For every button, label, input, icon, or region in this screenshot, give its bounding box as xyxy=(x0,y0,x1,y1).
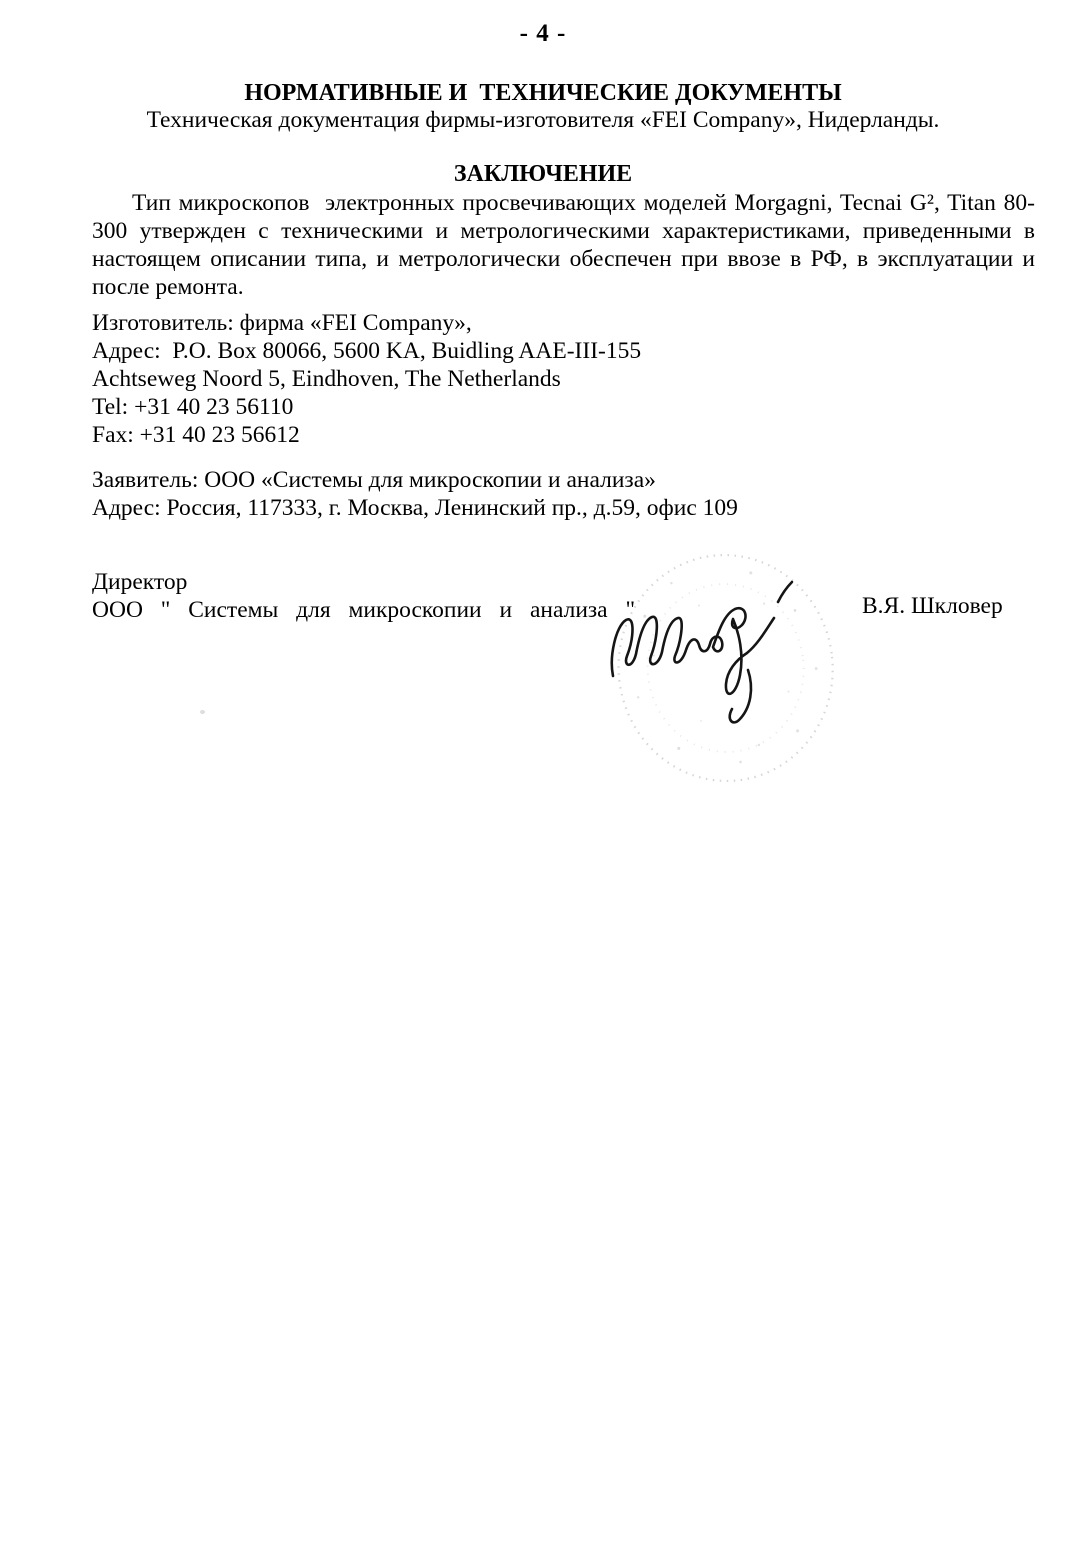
manufacturer-block xyxy=(92,309,1035,449)
page-number: - 4 - xyxy=(519,20,567,47)
manufacturer-address-line: Адрес: P.O. Box 80066, 5600 KA, Buidling AAE-III-155 xyxy=(92,338,642,364)
manufacturer-line: Изготовитель: фирма «FEI Company», xyxy=(92,310,472,336)
manufacturer-tel-line: Tel: +31 40 23 56110 xyxy=(92,394,294,420)
scan-speck-artifact xyxy=(200,710,205,714)
applicant-block xyxy=(92,466,1035,522)
conclusion-title: ЗАКЛЮЧЕНИЕ xyxy=(453,161,633,187)
director-company-line: ООО " Системы для микроскопии и анализа " xyxy=(92,597,636,623)
signature-area xyxy=(92,568,1086,848)
director-role-line: Директор xyxy=(92,569,188,595)
manufacturer-address-line: Achtseweg Noord 5, Eindhoven, The Netherlands xyxy=(92,366,561,392)
manufacturer-fax-line: Fax: +31 40 23 56612 xyxy=(92,422,300,448)
applicant-address-line: Адрес: Россия, 117333, г. Москва, Ленинский пр., д.59, офис 109 xyxy=(92,495,738,521)
signature-icon xyxy=(608,578,808,735)
section-title: НОРМАТИВНЫЕ И ТЕХНИЧЕСКИЕ ДОКУМЕНТЫ xyxy=(244,80,842,106)
applicant-line: Заявитель: ООО «Системы для микроскопии и анализа» xyxy=(92,467,656,493)
conclusion-paragraph: Тип микроскопов электронных просвечивающих моделей Morgagni, Tecnai G², Titan 80-300 утвержден с техническими и метрологическими характеристиками, приведенными в настоящем описании типа, и метрологически обеспечен при ввозе в РФ, в эксплуатации и после ремонта. xyxy=(92,190,1041,300)
section-subtitle: Техническая документация фирмы-изготовителя «FEI Company», Нидерланды. xyxy=(146,107,940,133)
signer-name: В.Я. Шкловер xyxy=(862,593,1003,619)
